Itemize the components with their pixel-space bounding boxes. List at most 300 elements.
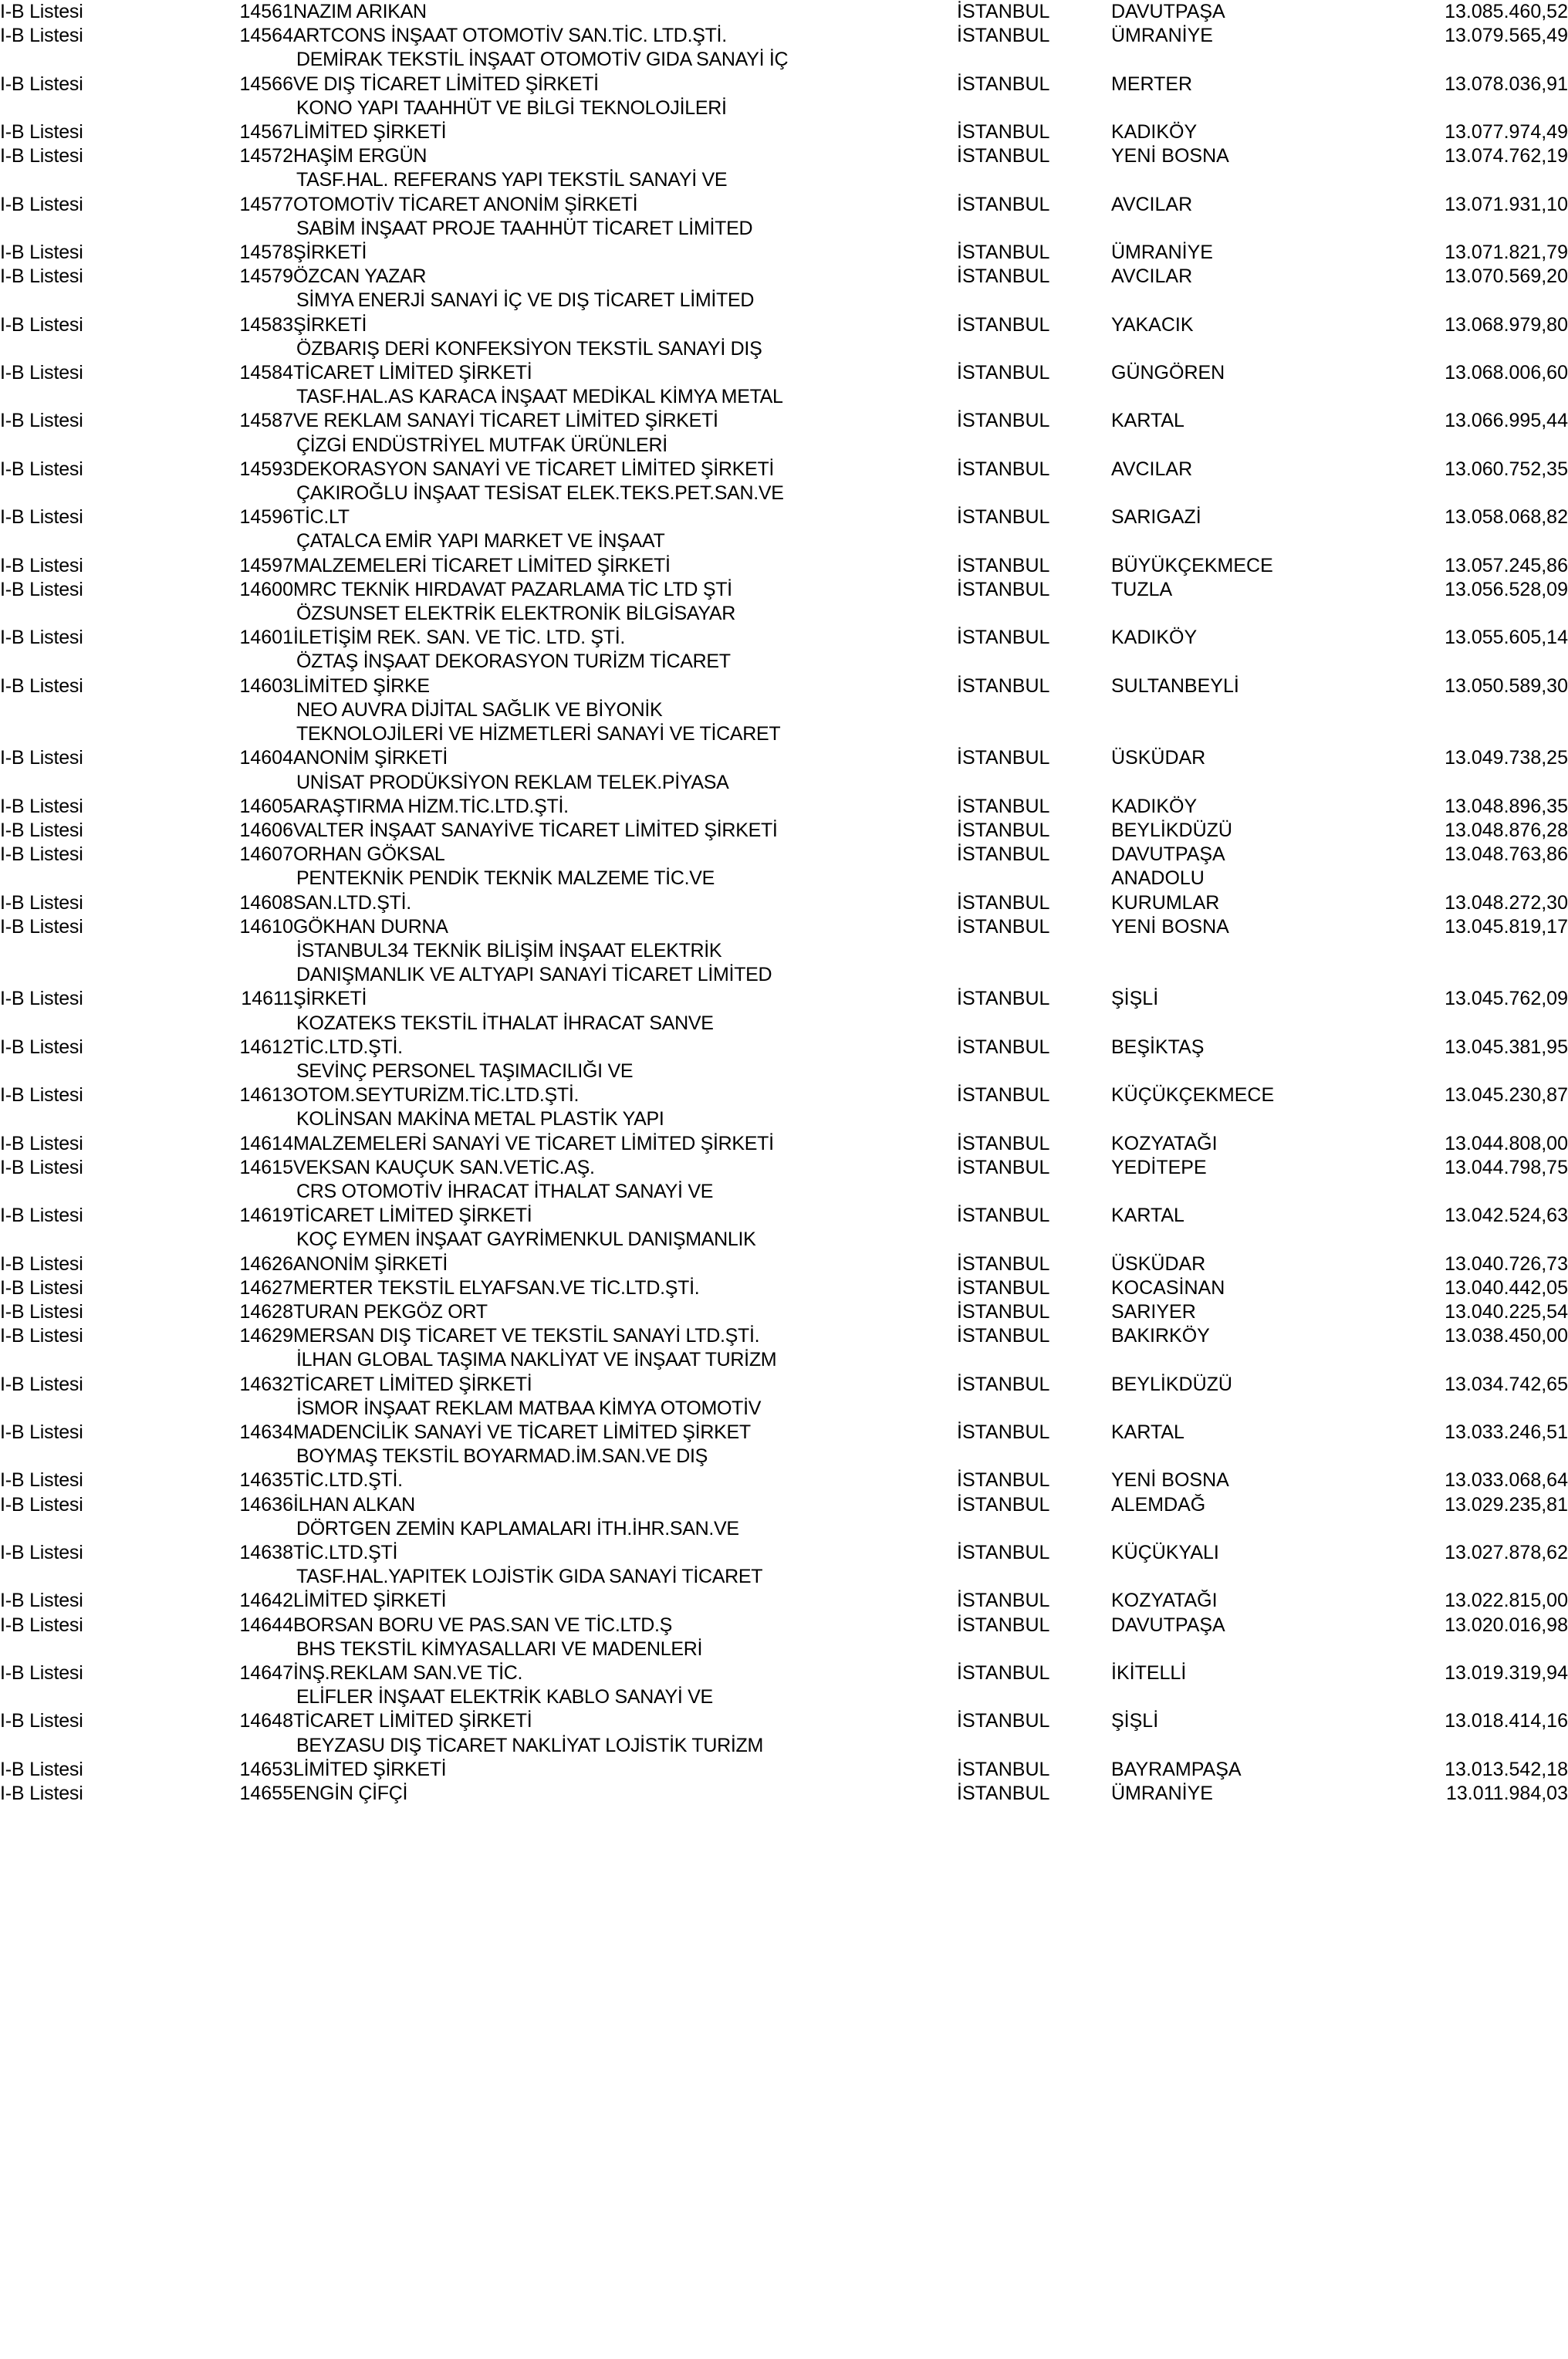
cell-list-label: I-B Listesi xyxy=(0,242,83,264)
cell-amount: 13.019.319,94 xyxy=(1445,1662,1568,1685)
table-row xyxy=(0,554,1568,578)
cell-city: İSTANBUL xyxy=(957,1421,1050,1443)
cell-district: KÜÇÜKÇEKMECE xyxy=(1111,1084,1275,1107)
cell-city: İSTANBUL xyxy=(957,313,1050,336)
cell-list-label: I-B Listesi xyxy=(0,915,83,938)
table-row xyxy=(0,1036,1568,1060)
cell-amount xyxy=(1335,1397,1568,1421)
cell-district xyxy=(1111,168,1335,192)
cell-amount: 13.056.528,09 xyxy=(1445,578,1568,600)
cell-company-name: BHS TEKSTİL KİMYASALLARI VE MADENLERİ xyxy=(296,1637,703,1660)
cell-company-name: DANIŞMANLIK VE ALTYAPI SANAYİ TİCARET LİMİTED xyxy=(296,964,772,986)
table-row-continuation xyxy=(0,939,1568,963)
cell-city: İSTANBUL xyxy=(957,1783,1050,1805)
cell-company-name: ÇİZGİ ENDÜSTRİYEL MUTFAK ÜRÜNLERİ xyxy=(296,434,667,456)
table-row xyxy=(0,795,1568,819)
table-row xyxy=(0,0,1568,24)
cell-district xyxy=(1111,1685,1335,1709)
cell-amount xyxy=(1335,1637,1568,1661)
table-row xyxy=(0,409,1568,433)
cell-district xyxy=(1111,1397,1335,1421)
cell-city xyxy=(957,434,1111,458)
cell-sequence-number: 14628 xyxy=(239,1300,293,1323)
cell-company-name: KOÇ EYMEN İNŞAAT GAYRİMENKUL DANIŞMANLIK xyxy=(296,1229,756,1251)
cell-amount: 13.071.931,10 xyxy=(1445,193,1568,215)
cell-district: ÜSKÜDAR xyxy=(1111,747,1206,769)
cell-company-name: LİMİTED ŞİRKETİ xyxy=(293,1758,447,1780)
cell-city xyxy=(957,650,1111,674)
cell-amount xyxy=(1335,289,1568,313)
cell-company-name: ÖZTAŞ İNŞAAT DEKORASYON TURİZM TİCARET xyxy=(296,651,731,673)
cell-amount: 13.057.245,86 xyxy=(1445,554,1568,576)
cell-amount: 13.048.763,86 xyxy=(1445,843,1568,866)
cell-city: İSTANBUL xyxy=(957,1205,1050,1227)
cell-amount: 13.066.995,44 xyxy=(1445,410,1568,432)
cell-district: BAYRAMPAŞA xyxy=(1111,1758,1242,1780)
cell-district: TUZLA xyxy=(1111,578,1173,600)
cell-company-name: CRS OTOMOTİV İHRACAT İTHALAT SANAYİ VE xyxy=(296,1180,714,1202)
cell-sequence-number: 14566 xyxy=(239,73,293,95)
table-row xyxy=(0,193,1568,217)
table-row xyxy=(0,1421,1568,1445)
table-row xyxy=(0,915,1568,939)
cell-city xyxy=(957,771,1111,795)
table-row-continuation xyxy=(0,1060,1568,1083)
cell-list-label: I-B Listesi xyxy=(0,121,83,144)
cell-city xyxy=(957,1180,1111,1204)
cell-district xyxy=(1111,1348,1335,1372)
cell-city: İSTANBUL xyxy=(957,578,1050,600)
cell-district xyxy=(1111,1180,1335,1204)
cell-company-name: TASF.HAL. REFERANS YAPI TEKSTİL SANAYİ VE xyxy=(296,169,728,191)
cell-list-label: I-B Listesi xyxy=(0,1542,83,1563)
cell-sequence-number xyxy=(201,1060,293,1083)
cell-amount xyxy=(1335,602,1568,626)
cell-list-label: I-B Listesi xyxy=(0,1132,83,1154)
cell-company-name: TASF.HAL.YAPITEK LOJİSTİK GIDA SANAYİ TİCARET xyxy=(296,1566,763,1588)
cell-district: SULTANBEYLİ xyxy=(1111,674,1239,697)
cell-amount: 13.029.235,81 xyxy=(1445,1493,1568,1516)
table-row-continuation xyxy=(0,650,1568,674)
cell-amount: 13.068.979,80 xyxy=(1445,313,1568,336)
table-row-continuation xyxy=(0,698,1568,722)
table-row-continuation xyxy=(0,96,1568,120)
cell-district xyxy=(1111,1734,1335,1758)
cell-amount xyxy=(1335,771,1568,795)
table-row-continuation xyxy=(0,1348,1568,1372)
cell-amount: 13.049.738,25 xyxy=(1445,747,1568,769)
cell-district: ALEMDAĞ xyxy=(1111,1493,1206,1516)
cell-sequence-number: 14561 xyxy=(239,1,293,22)
table-row xyxy=(0,843,1568,867)
table-row-continuation xyxy=(0,1107,1568,1131)
cell-amount: 13.018.414,16 xyxy=(1445,1710,1568,1732)
cell-district: YENİ BOSNA xyxy=(1111,1469,1229,1492)
cell-amount xyxy=(1335,650,1568,674)
cell-city: İSTANBUL xyxy=(957,1493,1050,1516)
table-row-continuation xyxy=(0,1228,1568,1252)
cell-district xyxy=(1111,722,1335,746)
cell-sequence-number: 14629 xyxy=(239,1325,293,1347)
cell-amount: 13.078.036,91 xyxy=(1445,73,1568,95)
cell-district xyxy=(1111,1517,1335,1541)
cell-city xyxy=(957,602,1111,626)
cell-district: KADIKÖY xyxy=(1111,627,1198,649)
cell-district: GÜNGÖREN xyxy=(1111,362,1225,384)
cell-sequence-number xyxy=(201,963,293,987)
cell-amount xyxy=(1335,867,1568,891)
cell-company-name: ÇAKIROĞLU İNŞAAT TESİSAT ELEK.TEKS.PET.SAN.VE xyxy=(296,482,784,505)
cell-district xyxy=(1111,1637,1335,1661)
cell-district: AVCILAR xyxy=(1111,265,1193,288)
cell-amount: 13.058.068,82 xyxy=(1445,506,1568,529)
cell-city xyxy=(957,217,1111,241)
cell-district: YEDİTEPE xyxy=(1111,1156,1207,1178)
cell-amount: 13.077.974,49 xyxy=(1445,121,1568,144)
cell-sequence-number xyxy=(201,1637,293,1661)
cell-city xyxy=(957,529,1111,553)
cell-sequence-number: 14607 xyxy=(239,843,293,866)
cell-list-label: I-B Listesi xyxy=(0,1373,83,1395)
table-row xyxy=(0,313,1568,337)
cell-amount: 13.079.565,49 xyxy=(1445,25,1568,47)
cell-sequence-number: 14655 xyxy=(239,1783,293,1805)
cell-list-label xyxy=(0,96,201,120)
cell-city xyxy=(957,939,1111,963)
cell-amount: 13.060.752,35 xyxy=(1445,458,1568,480)
cell-amount: 13.068.006,60 xyxy=(1445,362,1568,384)
cell-city xyxy=(957,963,1111,987)
cell-amount: 13.034.742,65 xyxy=(1445,1373,1568,1395)
table-row-continuation xyxy=(0,217,1568,241)
cell-district xyxy=(1111,1012,1335,1036)
cell-list-label xyxy=(0,698,201,722)
cell-district: KADIKÖY xyxy=(1111,795,1198,817)
cell-list-label: I-B Listesi xyxy=(0,747,83,769)
cell-list-label xyxy=(0,722,201,746)
table-row xyxy=(0,1156,1568,1180)
cell-company-name: TİCARET LİMİTED ŞİRKETİ xyxy=(293,362,532,384)
cell-city xyxy=(957,385,1111,409)
cell-amount xyxy=(1335,1565,1568,1589)
cell-list-label: I-B Listesi xyxy=(0,1783,83,1805)
table-row-continuation xyxy=(0,289,1568,313)
cell-list-label: I-B Listesi xyxy=(0,1,83,22)
cell-city: İSTANBUL xyxy=(957,795,1050,817)
table-row xyxy=(0,73,1568,96)
cell-sequence-number: 14600 xyxy=(239,578,293,600)
cell-district: AVCILAR xyxy=(1111,193,1193,215)
cell-company-name: ŞİRKETİ xyxy=(293,988,367,1010)
cell-amount: 13.055.605,14 xyxy=(1445,627,1568,649)
cell-city: İSTANBUL xyxy=(957,747,1050,769)
cell-company-name: UNİSAT PRODÜKSİYON REKLAM TELEK.PİYASA xyxy=(296,771,729,793)
cell-district xyxy=(1111,385,1335,409)
cell-company-name: TİCARET LİMİTED ŞİRKETİ xyxy=(293,1373,532,1395)
cell-sequence-number xyxy=(201,289,293,313)
table-row-continuation xyxy=(0,1397,1568,1421)
cell-sequence-number: 14653 xyxy=(239,1758,293,1780)
cell-list-label xyxy=(0,1180,201,1204)
cell-sequence-number: 14564 xyxy=(239,25,293,47)
cell-amount xyxy=(1335,1445,1568,1468)
cell-district: DAVUTPAŞA xyxy=(1111,843,1225,866)
cell-list-label xyxy=(0,602,201,626)
cell-amount: 13.071.821,79 xyxy=(1445,242,1568,264)
cell-company-name: SAN.LTD.ŞTİ. xyxy=(293,891,411,914)
cell-district: KARTAL xyxy=(1111,410,1184,432)
cell-district: YENİ BOSNA xyxy=(1111,915,1229,938)
cell-company-name: ÖZBARIŞ DERİ KONFEKSİYON TEKSTİL SANAYİ DIŞ xyxy=(296,337,762,360)
cell-sequence-number: 14638 xyxy=(239,1542,293,1563)
cell-company-name: İLHAN ALKAN xyxy=(293,1493,415,1516)
table-row xyxy=(0,1083,1568,1107)
cell-company-name: OTOM.SEYTURİZM.TİC.LTD.ŞTİ. xyxy=(293,1084,580,1107)
cell-sequence-number: 14644 xyxy=(239,1614,293,1636)
cell-company-name: BORSAN BORU VE PAS.SAN VE TİC.LTD.Ş xyxy=(293,1614,673,1636)
table-row xyxy=(0,746,1568,770)
cell-amount xyxy=(1335,963,1568,987)
cell-sequence-number: 14634 xyxy=(239,1421,293,1443)
cell-sequence-number xyxy=(201,1565,293,1589)
cell-district: KOCASİNAN xyxy=(1111,1276,1225,1299)
cell-company-name: SEVİNÇ PERSONEL TAŞIMACILIĞI VE xyxy=(296,1060,634,1082)
cell-sequence-number xyxy=(201,722,293,746)
cell-city xyxy=(957,1565,1111,1589)
cell-list-label xyxy=(0,1060,201,1083)
cell-sequence-number xyxy=(201,337,293,361)
cell-list-label xyxy=(0,168,201,192)
table-row xyxy=(0,458,1568,482)
cell-list-label xyxy=(0,529,201,553)
table-row xyxy=(0,1300,1568,1324)
cell-sequence-number: 14577 xyxy=(239,193,293,215)
cell-amount: 13.044.798,75 xyxy=(1445,1156,1568,1178)
cell-company-name: ORHAN GÖKSAL xyxy=(293,843,445,866)
cell-sequence-number: 14593 xyxy=(239,458,293,480)
cell-amount: 13.048.876,28 xyxy=(1445,819,1568,841)
table-row xyxy=(0,1589,1568,1613)
cell-sequence-number: 14642 xyxy=(239,1590,293,1612)
cell-company-name: ÖZSUNSET ELEKTRİK ELEKTRONİK BİLGİSAYAR xyxy=(296,603,736,625)
cell-list-label xyxy=(0,771,201,795)
cell-district: DAVUTPAŞA xyxy=(1111,1,1225,22)
table-row-continuation xyxy=(0,1565,1568,1589)
cell-city: İSTANBUL xyxy=(957,1156,1050,1178)
cell-city: İSTANBUL xyxy=(957,25,1050,47)
cell-company-name: TASF.HAL.AS KARACA İNŞAAT MEDİKAL KİMYA METAL xyxy=(296,386,783,408)
table-row-continuation xyxy=(0,602,1568,626)
cell-amount xyxy=(1335,698,1568,722)
cell-company-name: TİC.LTD.ŞTİ. xyxy=(293,1036,403,1058)
cell-list-label: I-B Listesi xyxy=(0,313,83,336)
table-row-continuation xyxy=(0,168,1568,192)
cell-list-label: I-B Listesi xyxy=(0,1614,83,1636)
cell-sequence-number: 14604 xyxy=(239,747,293,769)
table-row-continuation xyxy=(0,1517,1568,1541)
cell-company-name: VALTER İNŞAAT SANAYİVE TİCARET LİMİTED ŞİRKETİ xyxy=(293,819,778,841)
table-row xyxy=(0,1252,1568,1276)
cell-company-name: NEO AUVRA DİJİTAL SAĞLIK VE BİYONİK xyxy=(296,698,663,721)
table-row xyxy=(0,241,1568,265)
cell-list-label: I-B Listesi xyxy=(0,265,83,288)
cell-sequence-number: 14626 xyxy=(239,1252,293,1275)
cell-sequence-number xyxy=(201,385,293,409)
cell-amount: 13.074.762,19 xyxy=(1445,145,1568,167)
cell-district xyxy=(1111,698,1335,722)
cell-district xyxy=(1111,963,1335,987)
cell-list-label xyxy=(0,1348,201,1372)
cell-list-label: I-B Listesi xyxy=(0,410,83,432)
cell-city xyxy=(957,1445,1111,1468)
cell-amount xyxy=(1335,434,1568,458)
cell-city xyxy=(957,698,1111,722)
table-row-continuation xyxy=(0,1637,1568,1661)
cell-sequence-number xyxy=(201,1228,293,1252)
table-row-continuation xyxy=(0,1012,1568,1036)
cell-district: AVCILAR xyxy=(1111,458,1193,480)
cell-district: KOZYATAĞI xyxy=(1111,1590,1218,1612)
cell-amount xyxy=(1335,1517,1568,1541)
cell-company-name: İLHAN GLOBAL TAŞIMA NAKLİYAT VE İNŞAAT TURİZM xyxy=(296,1349,777,1371)
table-row xyxy=(0,1758,1568,1782)
cell-company-name: OTOMOTİV TİCARET ANONİM ŞİRKETİ xyxy=(293,193,638,215)
cell-list-label xyxy=(0,217,201,241)
cell-district: BEYLİKDÜZÜ xyxy=(1111,819,1232,841)
table-row-continuation xyxy=(0,1734,1568,1758)
cell-sequence-number: 14587 xyxy=(239,410,293,432)
cell-company-name: KOLİNSAN MAKİNA METAL PLASTİK YAPI xyxy=(296,1108,664,1130)
cell-sequence-number xyxy=(201,1012,293,1036)
cell-sequence-number xyxy=(201,1348,293,1372)
cell-district xyxy=(1111,650,1335,674)
cell-district: KURUMLAR xyxy=(1111,891,1220,914)
cell-list-label: I-B Listesi xyxy=(0,1156,83,1178)
cell-sequence-number: 14610 xyxy=(239,915,293,938)
cell-city: İSTANBUL xyxy=(957,145,1050,167)
cell-list-label: I-B Listesi xyxy=(0,988,83,1010)
cell-district xyxy=(1111,337,1335,361)
cell-sequence-number xyxy=(201,1685,293,1709)
cell-list-label xyxy=(0,1517,201,1541)
cell-city: İSTANBUL xyxy=(957,1469,1050,1492)
cell-city xyxy=(957,1734,1111,1758)
cell-company-name: ÇATALCA EMİR YAPI MARKET VE İNŞAAT xyxy=(296,530,665,553)
cell-sequence-number: 14612 xyxy=(239,1036,293,1058)
cell-district xyxy=(1111,96,1335,120)
cell-city xyxy=(957,337,1111,361)
cell-city: İSTANBUL xyxy=(957,988,1050,1010)
cell-amount xyxy=(1335,1060,1568,1083)
cell-list-label: I-B Listesi xyxy=(0,1469,83,1492)
cell-city xyxy=(957,1060,1111,1083)
table-row-continuation xyxy=(0,867,1568,891)
cell-sequence-number: 14636 xyxy=(239,1493,293,1516)
cell-sequence-number xyxy=(201,168,293,192)
cell-company-name: TURAN PEKGÖZ ORT xyxy=(293,1300,488,1323)
table-row xyxy=(0,24,1568,48)
cell-company-name: İLETİŞİM REK. SAN. VE TİC. LTD. ŞTİ. xyxy=(293,627,626,649)
cell-city: İSTANBUL xyxy=(957,1710,1050,1732)
cell-company-name: ENGİN ÇİFÇİ xyxy=(293,1783,408,1805)
cell-sequence-number xyxy=(201,650,293,674)
cell-list-label: I-B Listesi xyxy=(0,578,83,600)
cell-company-name: SABİM İNŞAAT PROJE TAAHHÜT TİCARET LİMİTED xyxy=(296,217,753,239)
cell-amount: 13.027.878,62 xyxy=(1445,1542,1568,1563)
cell-city: İSTANBUL xyxy=(957,1300,1050,1323)
cell-company-name: LİMİTED ŞİRKETİ xyxy=(293,1590,447,1612)
cell-list-label: I-B Listesi xyxy=(0,891,83,914)
cell-sequence-number xyxy=(201,602,293,626)
table-row xyxy=(0,819,1568,843)
cell-list-label: I-B Listesi xyxy=(0,145,83,167)
cell-city: İSTANBUL xyxy=(957,506,1050,529)
cell-amount: 13.045.819,17 xyxy=(1445,915,1568,938)
cell-amount: 13.033.068,64 xyxy=(1445,1469,1568,1492)
cell-city: İSTANBUL xyxy=(957,1614,1050,1636)
cell-company-name: ÖZCAN YAZAR xyxy=(293,265,427,288)
cell-amount xyxy=(1335,385,1568,409)
table-row-continuation xyxy=(0,1685,1568,1709)
cell-amount xyxy=(1335,482,1568,505)
cell-company-name: LİMİTED ŞİRKE xyxy=(293,674,430,697)
cell-district: ŞİŞLİ xyxy=(1111,1710,1159,1732)
table-row-continuation xyxy=(0,337,1568,361)
cell-list-label: I-B Listesi xyxy=(0,193,83,215)
cell-sequence-number: 14614 xyxy=(239,1132,293,1154)
cell-city xyxy=(957,1637,1111,1661)
cell-sequence-number: 14597 xyxy=(239,554,293,576)
cell-amount: 13.011.984,03 xyxy=(1445,1783,1568,1805)
cell-city: İSTANBUL xyxy=(957,1276,1050,1299)
cell-city: İSTANBUL xyxy=(957,1590,1050,1612)
cell-city xyxy=(957,48,1111,72)
cell-company-name: ELİFLER İNŞAAT ELEKTRİK KABLO SANAYİ VE xyxy=(296,1686,713,1708)
cell-amount: 13.070.569,20 xyxy=(1445,265,1568,288)
cell-city: İSTANBUL xyxy=(957,1252,1050,1275)
cell-city: İSTANBUL xyxy=(957,1084,1050,1107)
table-row xyxy=(0,120,1568,144)
cell-city: İSTANBUL xyxy=(957,674,1050,697)
cell-company-name: ARTCONS İNŞAAT OTOMOTİV SAN.TİC. LTD.ŞTİ. xyxy=(293,25,727,47)
cell-company-name: KONO YAPI TAAHHÜT VE BİLGİ TEKNOLOJİLERİ xyxy=(296,96,727,119)
cell-list-label xyxy=(0,1012,201,1036)
table-row xyxy=(0,626,1568,650)
cell-sequence-number xyxy=(201,939,293,963)
cell-city xyxy=(957,168,1111,192)
cell-district: YAKACIK xyxy=(1111,313,1194,336)
table-row xyxy=(0,1373,1568,1397)
cell-list-label xyxy=(0,1565,201,1589)
cell-district: BEYLİKDÜZÜ xyxy=(1111,1373,1232,1395)
cell-district: KARTAL xyxy=(1111,1205,1184,1227)
cell-company-name: VEKSAN KAUÇUK SAN.VETİC.AŞ. xyxy=(293,1156,595,1178)
cell-list-label: I-B Listesi xyxy=(0,1205,83,1227)
cell-city xyxy=(957,867,1111,891)
cell-company-name: TİC.LTD.ŞTİ xyxy=(293,1542,398,1563)
cell-list-label: I-B Listesi xyxy=(0,627,83,649)
cell-sequence-number: 14579 xyxy=(239,265,293,288)
cell-sequence-number: 14608 xyxy=(239,891,293,914)
table-row xyxy=(0,1614,1568,1637)
cell-district: KARTAL xyxy=(1111,1421,1184,1443)
cell-list-label: I-B Listesi xyxy=(0,506,83,529)
cell-amount: 13.044.808,00 xyxy=(1445,1132,1568,1154)
cell-company-name: ANONİM ŞİRKETİ xyxy=(293,747,448,769)
cell-company-name: VE REKLAM SANAYİ TİCARET LİMİTED ŞİRKETİ xyxy=(293,410,718,432)
cell-sequence-number xyxy=(201,867,293,891)
table-row xyxy=(0,1541,1568,1565)
